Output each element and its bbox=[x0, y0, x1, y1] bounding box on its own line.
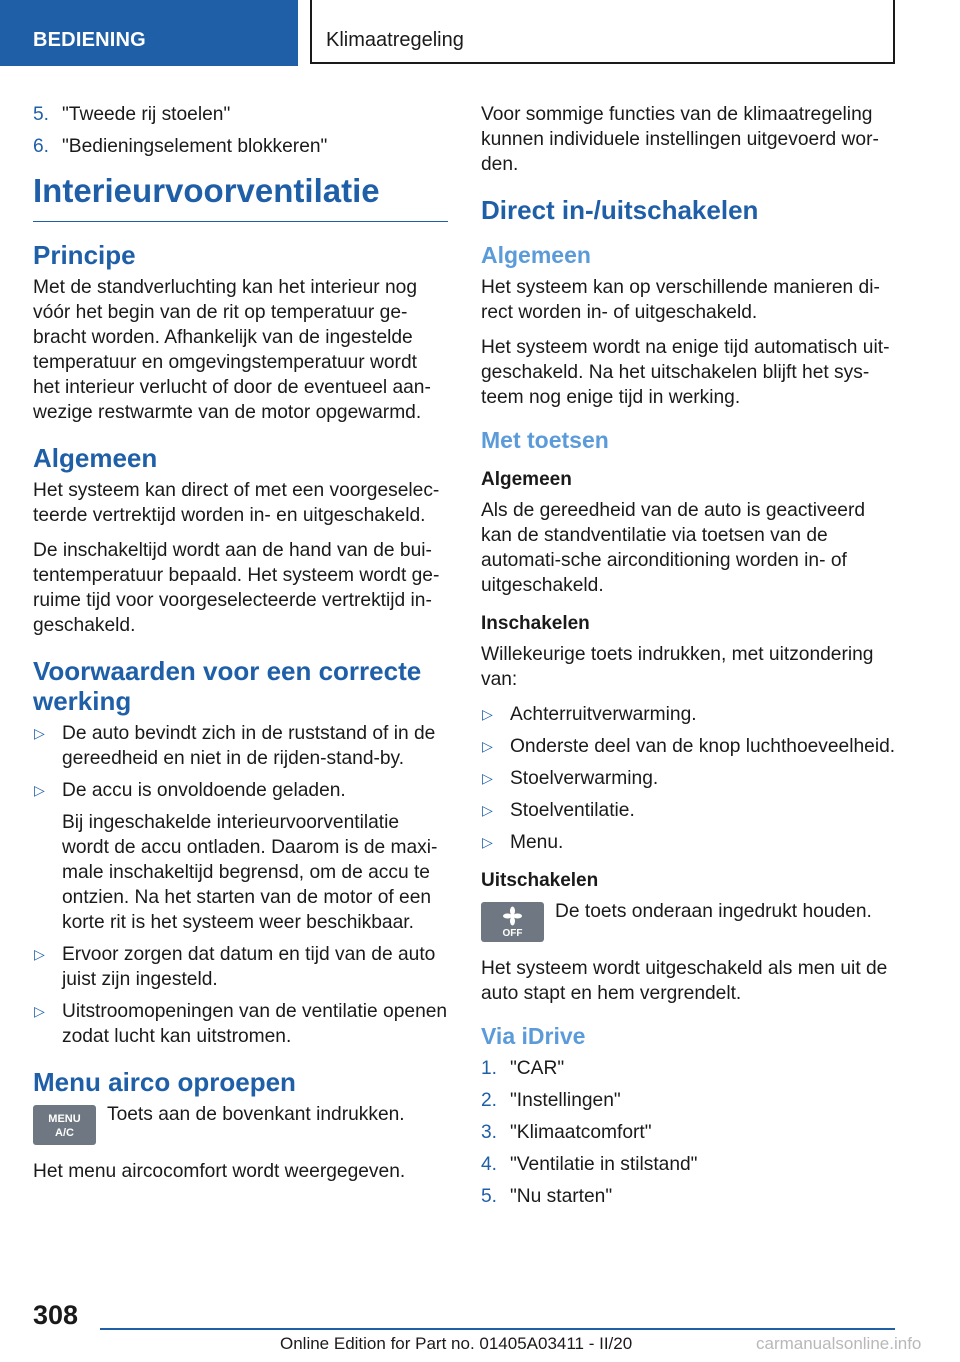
svg-text:MENU: MENU bbox=[48, 1113, 81, 1125]
svg-text:A/C: A/C bbox=[55, 1127, 74, 1139]
item-text: Uitstroomopeningen van de ventilatie openen zodat lucht kan uitstromen. bbox=[62, 1001, 448, 1047]
item-number: 4. bbox=[481, 1154, 498, 1175]
item-number: 2. bbox=[481, 1090, 498, 1111]
bullet-triangle-icon: ▷ bbox=[34, 725, 45, 741]
item-text: Stoelventilatie. bbox=[510, 800, 635, 821]
bullet-triangle-icon: ▷ bbox=[482, 770, 493, 786]
paragraph-principe: Met de standverluchting kan het interieur nog vóór het begin van de rit op temperatuur ge-bracht worden. Afhankelijk van de ingestelde temperatuur en omgevingstemperatuur wordt het interieur verlucht of door de eventueel aan-wezige restwarmte van de motor opgewarmd. bbox=[33, 277, 431, 423]
section-tab bbox=[0, 0, 298, 66]
paragraph: Willekeurige toets indrukken, met uitzondering van: bbox=[481, 644, 874, 690]
list-item bbox=[481, 1120, 901, 1145]
label-algemeen: Algemeen bbox=[481, 469, 572, 490]
idrive-list bbox=[481, 1056, 901, 1209]
bullet-triangle-icon: ▷ bbox=[34, 1003, 45, 1019]
heading-principe: Principe bbox=[33, 240, 136, 270]
heading-algemeen: Algemeen bbox=[33, 443, 158, 473]
intro-numbered-list bbox=[33, 102, 448, 159]
list-item bbox=[33, 999, 448, 1049]
item-text: "Instellingen" bbox=[510, 1090, 621, 1111]
paragraph: Het systeem kan direct of met een voorgeselec-teerde vertrektijd worden in- en uitgeschakeld. bbox=[33, 480, 440, 526]
item-text: "Nu starten" bbox=[510, 1186, 613, 1207]
voorwaarden-list bbox=[33, 721, 448, 1049]
list-item bbox=[33, 778, 448, 935]
chapter-header bbox=[310, 0, 895, 64]
bullet-triangle-icon: ▷ bbox=[482, 706, 493, 722]
label-uitschakelen: Uitschakelen bbox=[481, 870, 599, 891]
item-text: De auto bevindt zich in de ruststand of in de gereedheid en niet in de rijden-stand-by. bbox=[62, 723, 436, 769]
list-item bbox=[481, 1152, 901, 1177]
subheading-idrive: Via iDrive bbox=[481, 1023, 586, 1049]
menu-key-row bbox=[33, 1102, 448, 1145]
right-column bbox=[481, 102, 901, 1216]
item-text: Stoelverwarming. bbox=[510, 768, 659, 789]
fan-off-key-icon bbox=[481, 902, 544, 942]
list-item bbox=[481, 798, 901, 823]
item-number: 5. bbox=[481, 1186, 498, 1207]
item-number: 6. bbox=[33, 136, 50, 157]
paragraph: Het systeem kan op verschillende manieren di-rect worden in- of uitgeschakeld. bbox=[481, 277, 880, 323]
list-item bbox=[33, 134, 448, 159]
bullet-triangle-icon: ▷ bbox=[34, 946, 45, 962]
page-number: 308 bbox=[33, 1300, 79, 1330]
list-item bbox=[481, 830, 901, 855]
chapter-title: Klimaatregeling bbox=[326, 29, 464, 51]
list-item bbox=[481, 766, 901, 791]
item-text: Onderste deel van de knop luchthoeveelheid. bbox=[510, 736, 896, 757]
list-item bbox=[33, 102, 448, 127]
subheading-met-toetsen: Met toetsen bbox=[481, 427, 609, 453]
paragraph: Het systeem wordt na enige tijd automatisch uit-geschakeld. Na het uitschakelen blijft het sys-teem nog enige tijd in werking. bbox=[481, 337, 890, 408]
menu-result: Het menu aircocomfort wordt weergegeven. bbox=[33, 1161, 406, 1182]
paragraph: De inschakeltijd wordt aan de hand van de bui-tentemperatuur bepaald. Het systeem wordt ge-ruime tijd voor voorgeselecteerde vertrektijd in-geschakeld. bbox=[33, 540, 440, 636]
item-number: 1. bbox=[481, 1058, 498, 1079]
subheading-algemeen: Algemeen bbox=[481, 242, 591, 268]
uitschakelen-instruction: De toets onderaan ingedrukt houden. bbox=[555, 901, 872, 922]
watermark: carmanualsonline.info bbox=[756, 1334, 922, 1353]
bullet-triangle-icon: ▷ bbox=[34, 782, 45, 798]
list-item bbox=[33, 942, 448, 992]
list-item bbox=[481, 1056, 901, 1081]
bullet-triangle-icon: ▷ bbox=[482, 834, 493, 850]
bullet-triangle-icon: ▷ bbox=[482, 802, 493, 818]
item-text: "CAR" bbox=[510, 1058, 565, 1079]
heading-voorwaarden: Voorwaarden voor een correcte werking bbox=[33, 656, 422, 716]
item-number: 5. bbox=[33, 104, 50, 125]
section-title: BEDIENING bbox=[33, 29, 146, 51]
paragraph: Het systeem wordt uitgeschakeld als men uit de auto stapt en hem vergrendelt. bbox=[481, 958, 888, 1004]
item-text: "Ventilatie in stilstand" bbox=[510, 1154, 698, 1175]
item-text: Ervoor zorgen dat datum en tijd van de auto juist zijn ingesteld. bbox=[62, 944, 436, 990]
item-number: 3. bbox=[481, 1122, 498, 1143]
heading-menu-airco: Menu airco oproepen bbox=[33, 1067, 296, 1097]
list-item bbox=[481, 702, 901, 727]
footer-divider bbox=[100, 1328, 895, 1330]
item-text: "Klimaatcomfort" bbox=[510, 1122, 652, 1143]
inschakelen-list bbox=[481, 702, 901, 855]
item-subtext: Bij ingeschakelde interieurvoorventilatie wordt de accu ontladen. Daarom is de maxi-male inschakeltijd begrensd, om de accu te ontzien. Na het starten van de motor of een korte rit is het systeem weer beschikbaar. bbox=[62, 812, 438, 933]
edition-note: Online Edition for Part no. 01405A03411 - II/20 bbox=[280, 1334, 633, 1353]
menu-instruction: Toets aan de bovenkant indrukken. bbox=[107, 1104, 405, 1125]
paragraph: Als de gereedheid van de auto is geactiveerd kan de standventilatie via toetsen van de automati-sche airconditioning worden in- of uitgeschakeld. bbox=[481, 500, 866, 596]
item-text: De accu is onvoldoende geladen. bbox=[62, 780, 346, 801]
list-item bbox=[481, 734, 901, 759]
item-text: Achterruitverwarming. bbox=[510, 704, 697, 725]
svg-text:OFF: OFF bbox=[502, 928, 523, 939]
bullet-triangle-icon: ▷ bbox=[482, 738, 493, 754]
left-column bbox=[33, 102, 448, 1194]
list-item bbox=[481, 1184, 901, 1209]
fan-icon bbox=[503, 907, 522, 926]
menu-ac-key-icon bbox=[33, 1105, 96, 1145]
list-item bbox=[481, 1088, 901, 1113]
item-text: Menu. bbox=[510, 832, 564, 853]
item-text: "Bedieningselement blokkeren" bbox=[62, 136, 328, 157]
label-inschakelen: Inschakelen bbox=[481, 613, 590, 634]
main-heading: Interieurvoorventilatie bbox=[33, 169, 448, 222]
item-text: "Tweede rij stoelen" bbox=[62, 104, 231, 125]
intro-paragraph: Voor sommige functies van de klimaatregeling kunnen individuele instellingen uitgevoerd wor-den. bbox=[481, 104, 879, 175]
list-item bbox=[33, 721, 448, 771]
off-key-row bbox=[481, 899, 901, 942]
heading-direct: Direct in-/uitschakelen bbox=[481, 195, 759, 225]
